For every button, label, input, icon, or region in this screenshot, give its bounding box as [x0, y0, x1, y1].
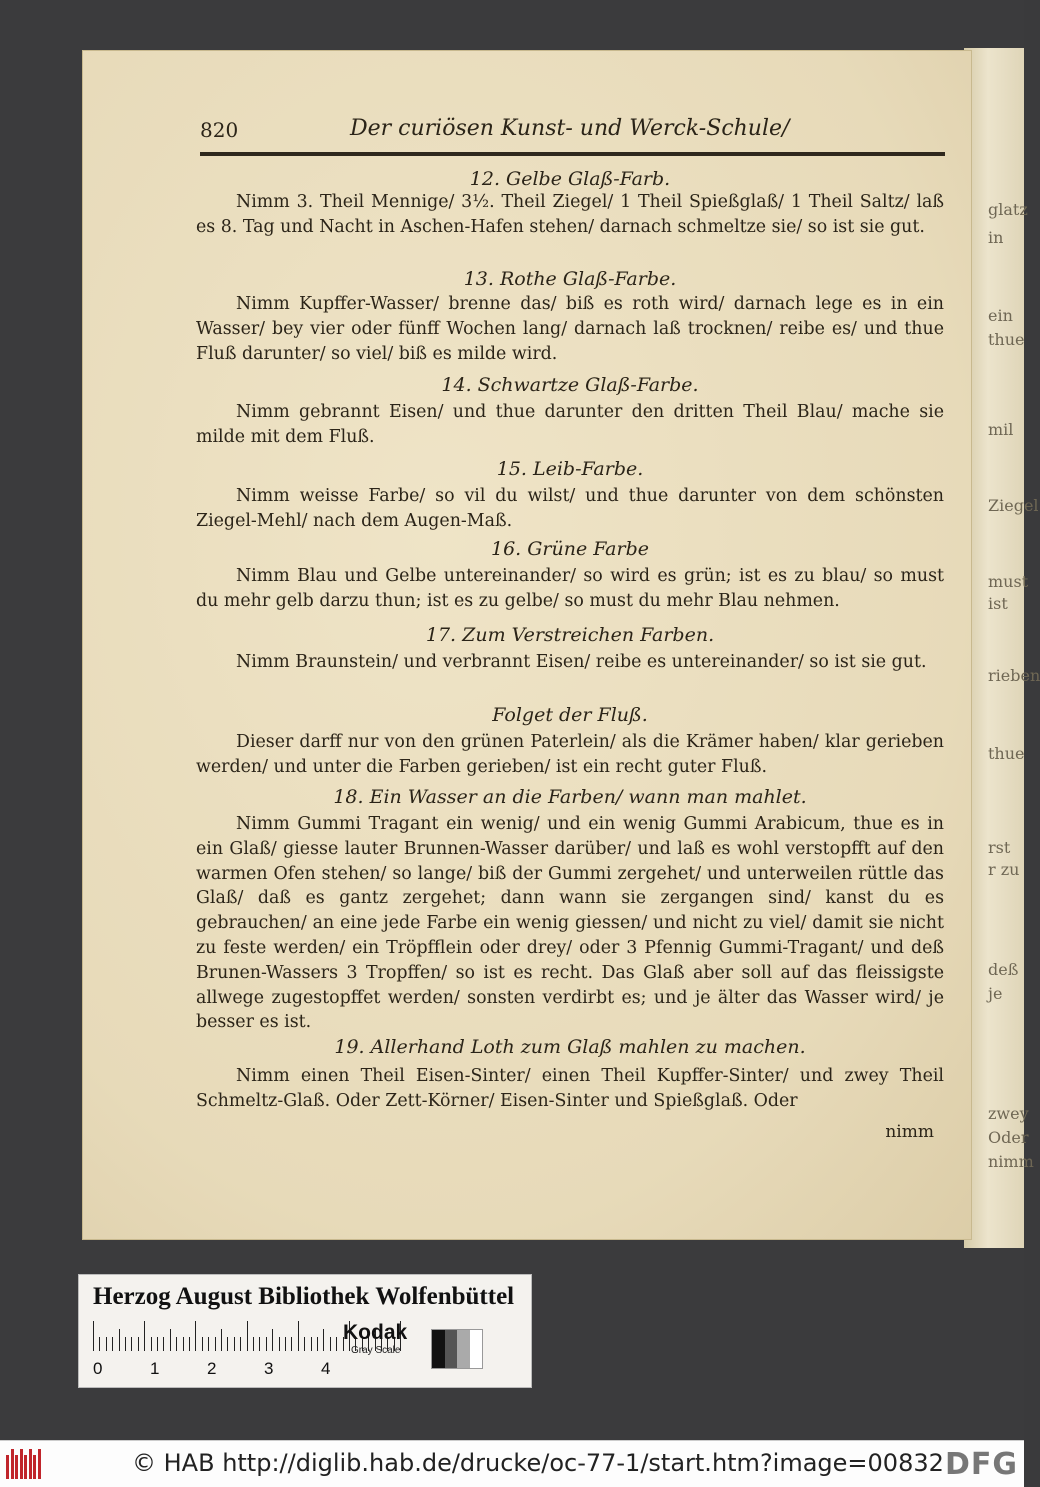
section-title: 15. Leib-Farbe. [496, 458, 644, 480]
ruler-tick [157, 1337, 158, 1351]
facing-page-word: rieben [988, 666, 1040, 685]
facing-page-word: deß [988, 960, 1019, 979]
ruler-tick [119, 1329, 120, 1351]
facing-page-word: je [988, 984, 1003, 1003]
library-name: Herzog August Bibliothek Wolfenbüttel [93, 1283, 515, 1310]
header-rule [200, 152, 945, 156]
section-text: Dieser darff nur von den grünen Paterlein/ als die Krämer haben/ klar gerieben werden/ und unter die Farben gerieben/ ist ein recht guter Fluß. [196, 732, 944, 777]
ruler-tick [279, 1337, 280, 1351]
swatch-patch [457, 1330, 470, 1368]
running-head: Der curiösen Kunst- und Werck-Schule/ [350, 116, 790, 141]
section-text: Nimm gebrannt Eisen/ und thue darunter den dritten Theil Blau/ mache sie milde mit dem Fluß. [196, 402, 944, 447]
ruler-tick [195, 1321, 196, 1351]
hab-barcode-logo-icon [6, 1449, 44, 1479]
logo-bar [33, 1455, 36, 1479]
ruler-number: 2 [207, 1359, 217, 1378]
facing-page-word: thue [988, 330, 1025, 349]
ruler-number: 4 [321, 1359, 331, 1378]
ruler-tick [183, 1337, 184, 1351]
ruler-tick [176, 1337, 177, 1351]
logo-bar [29, 1449, 32, 1479]
gray-scale-swatch [431, 1329, 483, 1369]
section-title: 19. Allerhand Loth zum Glaß mahlen zu machen. [334, 1036, 806, 1058]
ruler-tick [208, 1337, 209, 1351]
ruler-numbers [93, 1359, 403, 1381]
ruler-tick [272, 1329, 273, 1351]
facing-page-word: r zu [988, 860, 1020, 879]
ruler-number: 1 [150, 1359, 160, 1378]
facing-page-word: glatz [988, 200, 1028, 219]
ruler-tick [131, 1337, 132, 1351]
ruler-tick [311, 1337, 312, 1351]
section-text: Nimm weisse Farbe/ so vil du wilst/ und thue darunter von dem schönsten Ziegel-Mehl/ nach dem Augen-Maß. [196, 486, 944, 531]
ruler-tick [291, 1337, 292, 1351]
ruler-number: 0 [93, 1359, 103, 1378]
facing-page-word: mil [988, 420, 1014, 439]
facing-page-word: Ziegel [988, 496, 1039, 515]
ruler-tick [112, 1337, 113, 1351]
library-label-card [78, 1274, 532, 1388]
facing-page-word: ein [988, 306, 1013, 325]
logo-bar [11, 1449, 14, 1479]
swatch-patch [432, 1330, 445, 1368]
catchword: nimm [885, 1122, 934, 1142]
logo-bar [20, 1449, 23, 1479]
gray-scale-label: Gray Scale [351, 1345, 401, 1356]
ruler-tick [330, 1337, 331, 1351]
ruler-tick [144, 1321, 145, 1351]
ruler-tick [170, 1329, 171, 1351]
section-title: 16. Grüne Farbe [491, 538, 649, 560]
ruler-tick [227, 1337, 228, 1351]
section-title: 14. Schwartze Glaß-Farbe. [441, 374, 699, 396]
ruler-tick [93, 1321, 94, 1351]
ruler-tick [202, 1337, 203, 1351]
ruler-tick [247, 1321, 248, 1351]
facing-page-word: in [988, 228, 1004, 247]
ruler-number: 3 [264, 1359, 274, 1378]
kodak-brand: Kodak [343, 1321, 408, 1344]
facing-page-word: thue [988, 744, 1025, 763]
logo-bar [38, 1449, 41, 1479]
dfg-logo: DFG [944, 1447, 1018, 1482]
facing-page-word: must [988, 572, 1029, 591]
ruler-tick [125, 1337, 126, 1351]
facing-page-word: nimm [988, 1152, 1034, 1171]
facing-page-word: rst [988, 838, 1011, 857]
ruler-tick [215, 1337, 216, 1351]
section-title: 17. Zum Verstreichen Farben. [425, 624, 715, 646]
logo-bar [15, 1455, 18, 1479]
ruler-tick [298, 1321, 299, 1351]
section-title: 13. Rothe Glaß-Farbe. [463, 268, 677, 290]
facing-page-word: zwey [988, 1104, 1029, 1123]
ruler-tick [323, 1329, 324, 1351]
ruler-tick [221, 1329, 222, 1351]
ruler-tick [285, 1337, 286, 1351]
page-header [200, 112, 940, 152]
ruler-tick [259, 1337, 260, 1351]
section-text: Nimm 3. Theil Mennige/ 3½. Theil Ziegel/ 1 Theil Spießglaß/ 1 Theil Saltz/ laß es 8. Tag und Nacht in Aschen-Hafen stehen/ darnach schmeltze sie/ so ist sie gut. [196, 192, 944, 237]
ruler-tick [266, 1337, 267, 1351]
footer-bar [0, 1440, 1024, 1487]
section-title: Folget der Fluß. [492, 704, 648, 726]
section-text: Nimm Gummi Tragant ein wenig/ und ein wenig Gummi Arabicum, thue es in ein Glaß/ giesse lauter Brunnen-Wasser darüber/ und laß es wohl verstopfft auf den warmen Ofen stehen/ so lange/ biß der Gummi zergehet/ und unterweilen rüttle das Glaß/ daß es gantz zergehet; dann wann sie zergangen sind/ kanst du es gebrauchen/ an eine jede Farbe ein wenig giessen/ und nicht zu viel/ damit sie nicht zu feste werden/ ein Tröpfflein oder drey/ oder 3 Pfennig Gummi-Tragant/ und deß Brunen-Wassers 3 Tropffen/ so ist es recht. Das Glaß aber soll auf das fleissigste allwege zugestopffet werden/ sonsten verdirbt es; und je älter das Wasser wird/ je besser es ist. [196, 814, 944, 1033]
section-title: 18. Ein Wasser an die Farben/ wann man mahlet. [333, 786, 807, 808]
ruler-tick [240, 1337, 241, 1351]
section-text: Nimm Kupffer-Wasser/ brenne das/ biß es roth wird/ darnach lege es in ein Wasser/ bey vier oder fünff Wochen lang/ darnach laß trocknen/ reibe es/ und thue Fluß darunter/ so viel/ biß es milde wird. [196, 294, 944, 364]
page-number: 820 [200, 118, 239, 142]
facing-page-word: ist [988, 594, 1008, 613]
section-text: Nimm einen Theil Eisen-Sinter/ einen Theil Kupffer-Sinter/ und zwey Theil Schmeltz-Glaß. Oder Zett-Körner/ Eisen-Sinter und Spießglaß. Oder [196, 1066, 944, 1111]
ruler-tick [189, 1337, 190, 1351]
footer-copyright-link[interactable]: © HAB http://diglib.hab.de/drucke/oc-77-1/start.htm?image=00832 [132, 1449, 944, 1477]
section-text: Nimm Blau und Gelbe untereinander/ so wird es grün; ist es zu blau/ so must du mehr gelb darzu thun; ist es zu gelbe/ so must du mehr Blau nehmen. [196, 566, 944, 611]
logo-bar [24, 1455, 27, 1479]
ruler-tick [234, 1337, 235, 1351]
swatch-patch [445, 1330, 458, 1368]
ruler-tick [151, 1337, 152, 1351]
ruler-tick [304, 1337, 305, 1351]
ruler-tick [138, 1337, 139, 1351]
ruler-tick [253, 1337, 254, 1351]
ruler-tick [163, 1337, 164, 1351]
ruler-tick [336, 1337, 337, 1351]
section-text: Nimm Braunstein/ und verbrannt Eisen/ reibe es untereinander/ so ist sie gut. [236, 652, 927, 672]
facing-page-word: Oder [988, 1128, 1029, 1147]
logo-bar [6, 1455, 9, 1479]
swatch-patch [470, 1330, 483, 1368]
ruler-tick [99, 1337, 100, 1351]
ruler-tick [106, 1337, 107, 1351]
ruler-tick [317, 1337, 318, 1351]
section-title: 12. Gelbe Glaß-Farb. [469, 168, 671, 190]
